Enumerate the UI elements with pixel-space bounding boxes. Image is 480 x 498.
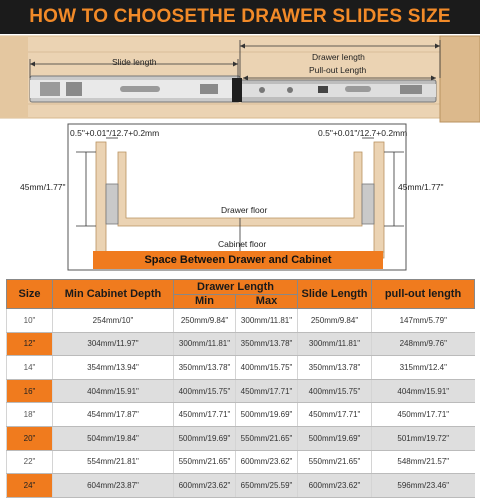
drawer-min-cell: 600mm/23.62" xyxy=(174,474,236,498)
pull-out-cell: 315mm/12.4" xyxy=(372,356,475,380)
size-cell: 22" xyxy=(7,450,53,474)
table-row xyxy=(7,379,475,403)
left-height-label: 45mm/1.77" xyxy=(20,182,66,192)
left-gap-label: 0.5"+0.01"/12.7+0.2mm xyxy=(70,128,160,138)
page-title: HOW TO CHOOSETHE DRAWER SLIDES SIZE xyxy=(29,6,451,27)
min-depth-cell: 604mm/23.87" xyxy=(53,474,174,498)
drawer-min-cell: 300mm/11.81" xyxy=(174,332,236,356)
table-row xyxy=(7,309,475,333)
min-depth-cell: 354mm/13.94" xyxy=(53,356,174,380)
drawer-min-cell: 250mm/9.84" xyxy=(174,309,236,333)
left-slide-section xyxy=(106,184,118,224)
drawer-min-cell: 400mm/15.75" xyxy=(174,379,236,403)
table-row xyxy=(7,474,475,498)
min-depth-cell: 254mm/10" xyxy=(53,309,174,333)
header-slide-length: Slide Length xyxy=(298,280,372,309)
drawer-max-cell: 550mm/21.65" xyxy=(236,426,298,450)
pull-out-cell: 596mm/23.46" xyxy=(372,474,475,498)
drawer-slide-rail xyxy=(30,76,436,102)
table-row xyxy=(7,332,475,356)
pull-out-cell: 501mm/19.72" xyxy=(372,426,475,450)
pull-out-cell: 147mm/5.79" xyxy=(372,309,475,333)
drawer-length-label: Drawer length xyxy=(312,52,365,62)
right-cabinet-wall xyxy=(374,142,384,252)
min-depth-cell: 454mm/17.87" xyxy=(53,403,174,427)
min-depth-cell: 404mm/15.91" xyxy=(53,379,174,403)
drawer-front-board xyxy=(440,36,480,122)
header-min: Min xyxy=(174,294,236,309)
right-gap-label: 0.5"+0.01"/12.7+0.2mm xyxy=(318,128,408,138)
size-spec-table xyxy=(6,279,475,498)
header-max: Max xyxy=(236,294,298,309)
table-row xyxy=(7,450,475,474)
slide-length-cell: 500mm/19.69" xyxy=(298,426,372,450)
size-cell: 18" xyxy=(7,403,53,427)
drawer-min-cell: 450mm/17.71" xyxy=(174,403,236,427)
slide-length-cell: 600mm/23.62" xyxy=(298,474,372,498)
size-cell: 24" xyxy=(7,474,53,498)
slide-length-cell: 400mm/15.75" xyxy=(298,379,372,403)
slide-length-cell: 250mm/9.84" xyxy=(298,309,372,333)
min-depth-cell: 554mm/21.81" xyxy=(53,450,174,474)
drawer-max-cell: 500mm/19.69" xyxy=(236,403,298,427)
min-depth-cell: 304mm/11.97" xyxy=(53,332,174,356)
pull-out-cell: 248mm/9.76" xyxy=(372,332,475,356)
min-depth-cell: 504mm/19.84" xyxy=(53,426,174,450)
table-row xyxy=(7,426,475,450)
size-cell: 16" xyxy=(7,379,53,403)
size-cell: 12" xyxy=(7,332,53,356)
drawer-min-cell: 350mm/13.78" xyxy=(174,356,236,380)
table-row xyxy=(7,403,475,427)
size-cell: 20" xyxy=(7,426,53,450)
drawer-max-cell: 400mm/15.75" xyxy=(236,356,298,380)
pull-out-cell: 404mm/15.91" xyxy=(372,379,475,403)
slide-length-cell: 350mm/13.78" xyxy=(298,356,372,380)
left-cabinet-wall xyxy=(96,142,106,252)
right-height-label: 45mm/1.77" xyxy=(398,182,444,192)
header-drawer-length: Drawer Length xyxy=(174,280,298,295)
drawer-max-cell: 600mm/23.62" xyxy=(236,450,298,474)
header-min-cabinet-depth: Min Cabinet Depth xyxy=(53,280,174,309)
drawer-min-cell: 500mm/19.69" xyxy=(174,426,236,450)
header-pull-out-length: pull-out length xyxy=(372,280,475,309)
header-size: Size xyxy=(7,280,53,309)
size-cell: 10" xyxy=(7,309,53,333)
slide-length-label: Slide length xyxy=(112,57,157,67)
pull-out-length-label: Pull-out Length xyxy=(309,65,367,75)
title-bar xyxy=(0,0,480,34)
drawer-floor-label: Drawer floor xyxy=(221,205,268,215)
table-row xyxy=(7,356,475,380)
cabinet-floor-label: Cabinet floor xyxy=(218,239,267,249)
drawer-max-cell: 350mm/13.78" xyxy=(236,332,298,356)
drawer-max-cell: 300mm/11.81" xyxy=(236,309,298,333)
right-slide-section xyxy=(362,184,374,224)
slide-length-cell: 550mm/21.65" xyxy=(298,450,372,474)
slide-length-cell: 450mm/17.71" xyxy=(298,403,372,427)
slide-length-cell: 300mm/11.81" xyxy=(298,332,372,356)
drawer-max-cell: 450mm/17.71" xyxy=(236,379,298,403)
pull-out-cell: 450mm/17.71" xyxy=(372,403,475,427)
size-cell: 14" xyxy=(7,356,53,380)
pull-out-cell: 548mm/21.57" xyxy=(372,450,475,474)
cabinet-side-edge xyxy=(0,36,28,118)
drawer-max-cell: 650mm/25.59" xyxy=(236,474,298,498)
drawer-min-cell: 550mm/21.65" xyxy=(174,450,236,474)
space-between-banner: Space Between Drawer and Cabinet xyxy=(93,251,383,269)
